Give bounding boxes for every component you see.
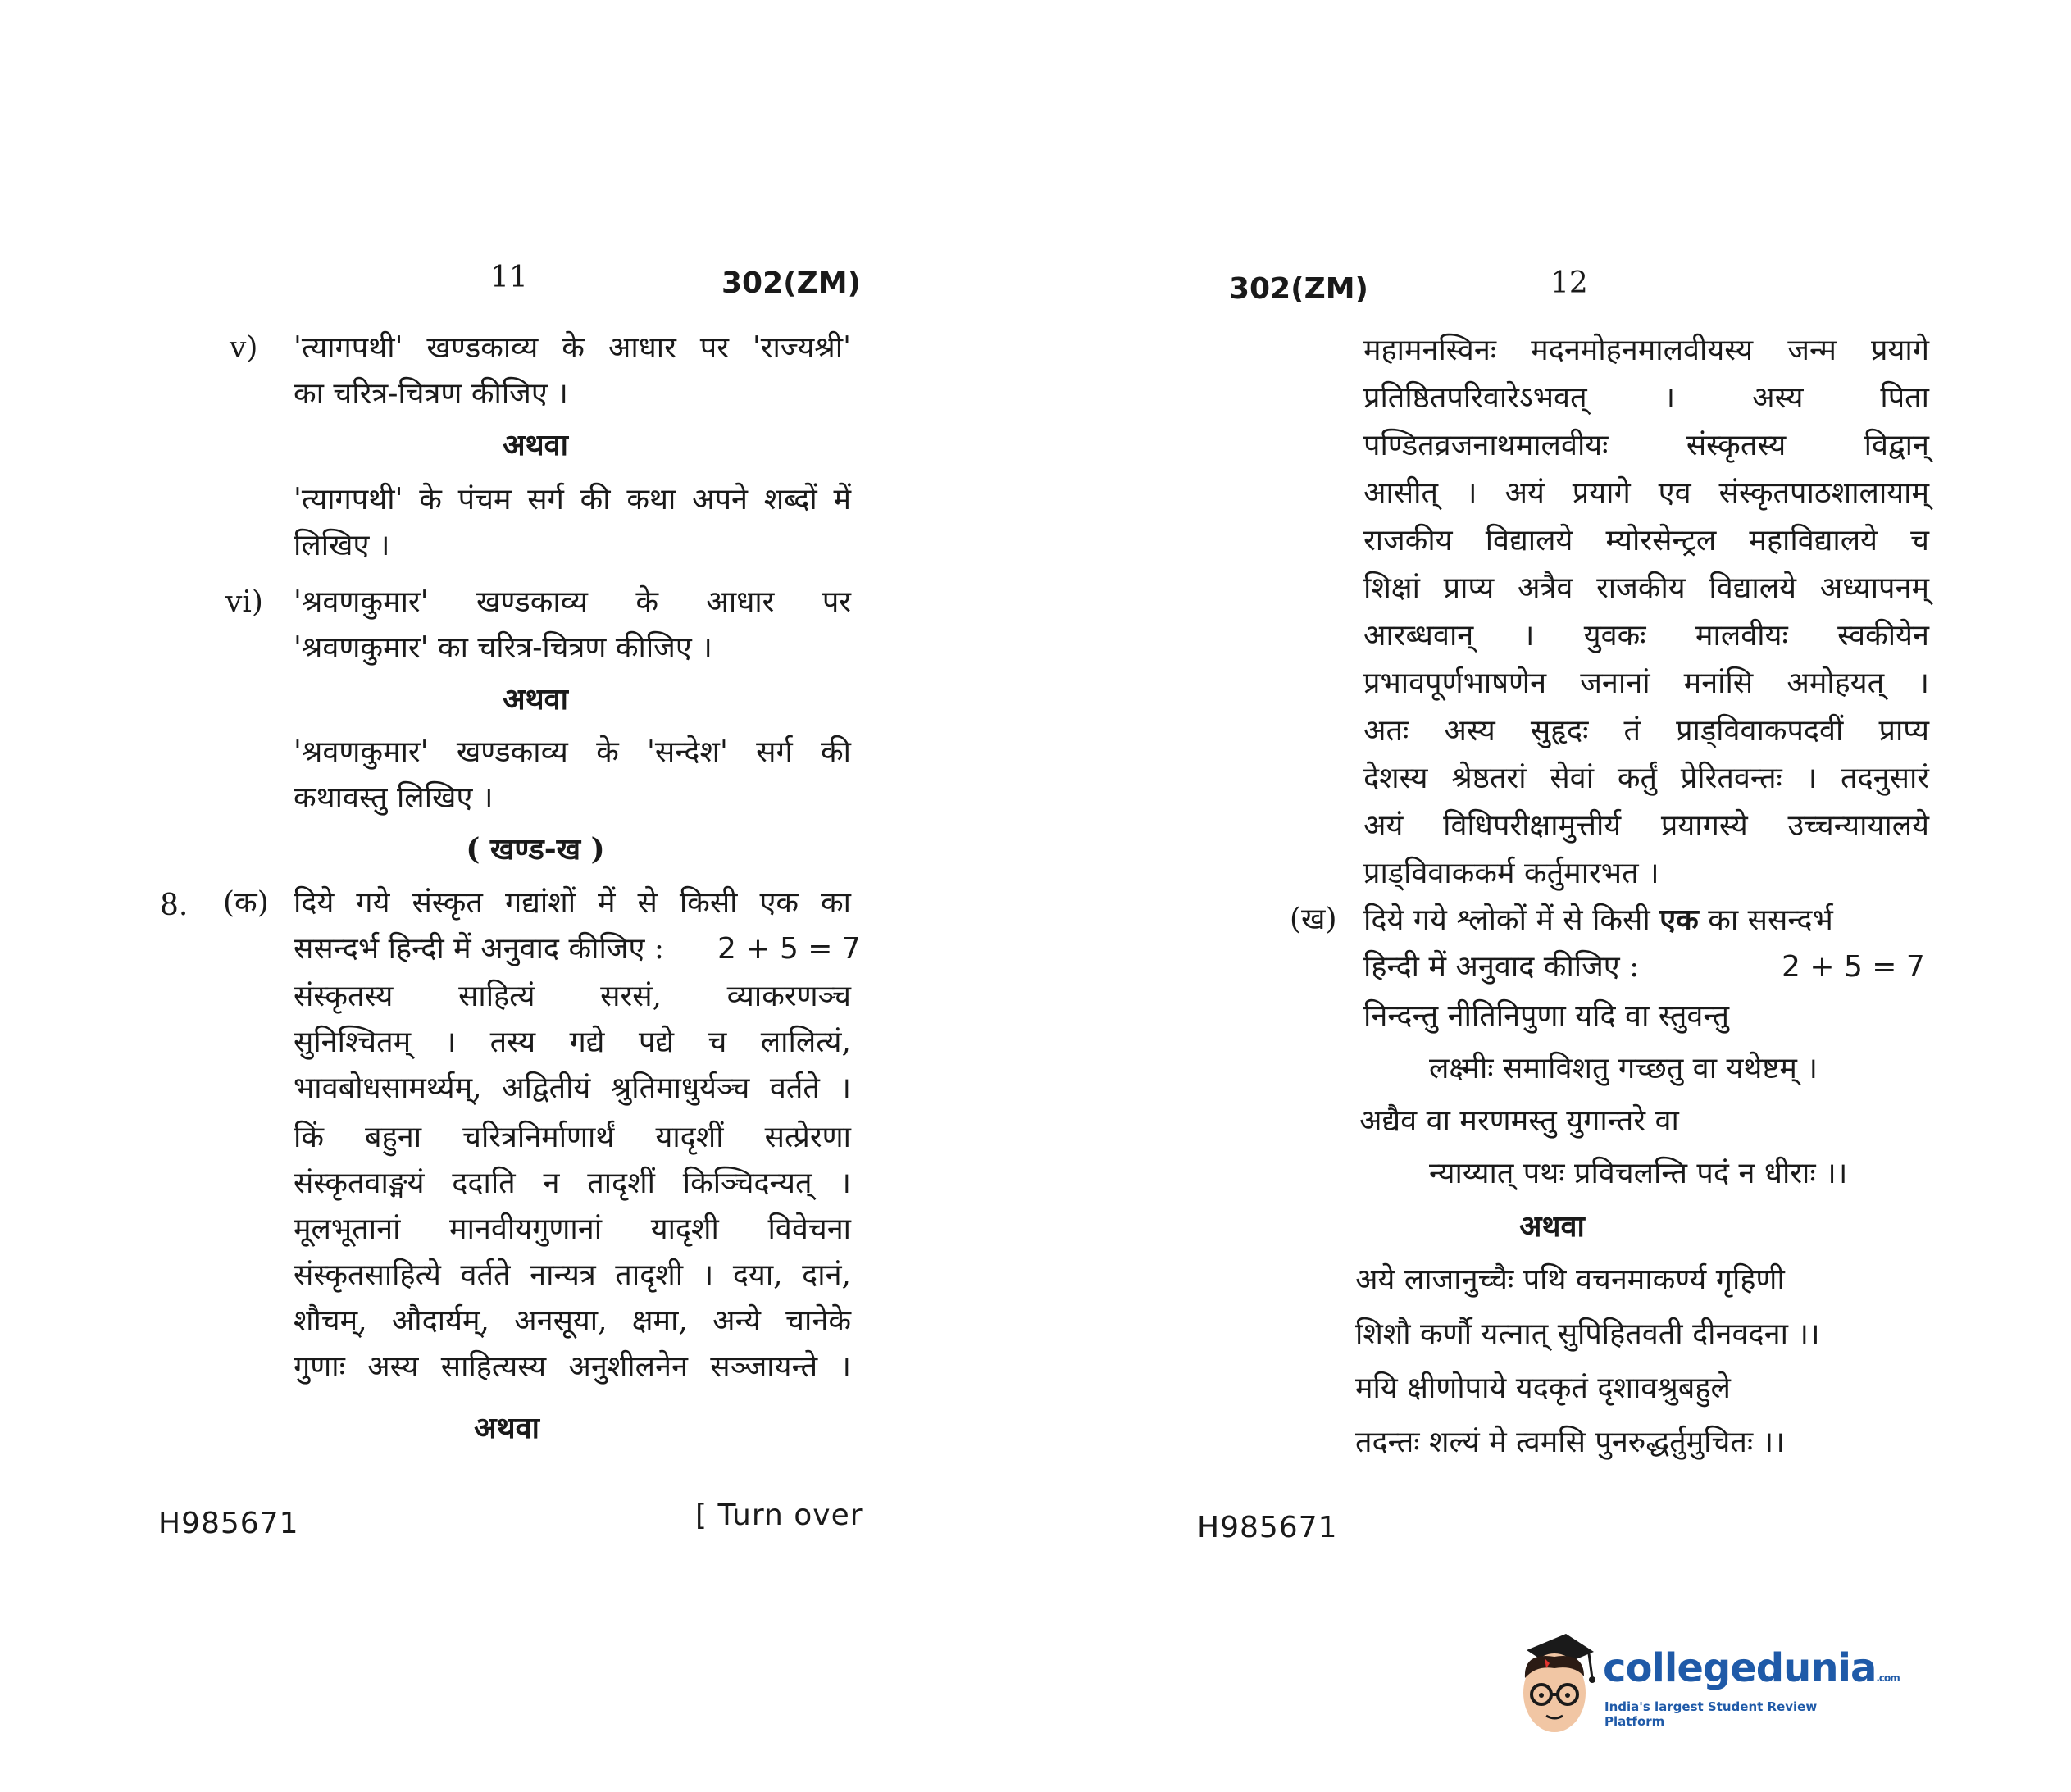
question-label: vi) [225, 585, 263, 619]
page-number: 11 [490, 261, 528, 294]
paper-code: 302(ZM) [721, 266, 861, 300]
passage-line: संस्कृतसाहित्ये वर्तते नान्यत्र तादृशी । दया, दानं, [294, 1258, 851, 1292]
passage-line: आसीत् । अयं प्रयागे एव संस्कृतपाठशालायाम् [1363, 476, 1929, 510]
passage-line: आरब्धवान् । युवकः मालवीयः स्वकीयेन [1363, 619, 1929, 653]
passage-line: गुणाः अस्य साहित्यस्य अनुशीलनेन सञ्जायन्ते । [294, 1350, 851, 1384]
student-mascot-icon [1509, 1627, 1599, 1742]
brand-suffix: .com [1876, 1672, 1900, 1684]
section-heading: ( खण्ड-ख ) [466, 832, 605, 866]
question-text: 'श्रवणकुमार' खण्डकाव्य के आधार पर [294, 585, 851, 619]
marks: 2 + 5 = 7 [717, 932, 861, 966]
passage-line: महामनस्विनः मदनमोहनमालवीयस्य जन्म प्रयागे [1363, 334, 1929, 367]
passage-line: मूलभूतानां मानवीयगुणानां यादृशी विवेचना [294, 1212, 851, 1246]
shloka-line: लक्ष्मीः समाविशतु गच्छतु वा यथेष्टम् । [1429, 1052, 1818, 1085]
brand-tagline: India's largest Student Review Platform [1604, 1699, 1818, 1729]
question-part-label: (क) [223, 886, 269, 920]
shloka-line: शिशौ कर्णौ यत्नात् सुपिहितवती दीनवदना ।। [1355, 1317, 1820, 1351]
or-heading: अथवा [503, 428, 568, 462]
passage-line: शौचम्, औदार्यम्, अनसूया, क्षमा, अन्ये चानेके [294, 1304, 851, 1338]
passage-line: प्राड्विवाककर्म कर्तुमारभत । [1363, 857, 1659, 890]
question-text: 'त्यागपथी' खण्डकाव्य के आधार पर 'राज्यश्री' [294, 331, 851, 365]
brand-name [1603, 1645, 1900, 1691]
or-heading: अथवा [503, 682, 568, 716]
question-part-label: (ख) [1290, 903, 1337, 936]
shloka-line: तदन्तः शल्यं मे त्वमसि पुनरुद्धर्तुमुचितः ।। [1355, 1426, 1785, 1459]
collegedunia-logo [1509, 1627, 1900, 1742]
question-label: v) [230, 331, 258, 365]
page-number: 12 [1550, 266, 1588, 300]
passage-line: सुनिश्चितम् । तस्य गद्ये पद्ये च लालित्यं, [294, 1026, 851, 1059]
passage-line: किं बहुना चरित्रनिर्माणार्थं यादृशीं सत्प्रेरणा [294, 1121, 851, 1154]
footer-code: H985671 [158, 1507, 299, 1540]
passage-line: अयं विधिपरीक्षामुत्तीर्य प्रयागस्ये उच्चन्यायालये [1363, 809, 1929, 843]
instruction-text: का ससन्दर्भ [1708, 903, 1833, 937]
shloka-line: मयि क्षीणोपाये यदकृतं दृशावश्रुबहुले [1355, 1371, 1731, 1405]
question-text: कथावस्तु लिखिए । [294, 781, 494, 815]
passage-line: राजकीय विद्यालये म्योरसेन्ट्रल महाविद्यालये च [1363, 524, 1929, 557]
question-number: 8. [160, 889, 189, 922]
question-text: 'त्यागपथी' के पंचम सर्ग की कथा अपने शब्दों में [294, 483, 851, 516]
instruction-emphasis: एक [1659, 903, 1699, 937]
shloka-line: अये लाजानुच्चैः पथि वचनमाकर्ण्य गृहिणी [1355, 1263, 1785, 1297]
question-text: 'श्रवणकुमार' का चरित्र-चित्रण कीजिए । [294, 631, 712, 665]
passage-line: संस्कृतस्य साहित्यं सरसं, व्याकरणञ्च [294, 980, 851, 1013]
passage-line: पण्डितव्रजनाथमालवीयः संस्कृतस्य विद्वान् [1363, 429, 1929, 462]
question-instruction: ससन्दर्भ हिन्दी में अनुवाद कीजिए : [294, 932, 664, 966]
passage-line: शिक्षां प्राप्य अत्रैव राजकीय विद्यालये अध्यापनम् [1363, 571, 1929, 605]
question-text: का चरित्र-चित्रण कीजिए । [294, 377, 568, 411]
turn-over-note: [ Turn over [695, 1499, 863, 1532]
passage-line: संस्कृतवाङ्मयं ददाति न तादृशीं किञ्चिदन्यत् । [294, 1167, 851, 1200]
shloka-line: न्याय्यात् पथः प्रविचलन्ति पदं न धीराः ।। [1429, 1157, 1848, 1190]
marks: 2 + 5 = 7 [1782, 950, 1925, 984]
passage-line: भावबोधसामर्थ्यम्, अद्वितीयं श्रुतिमाधुर्यञ्च वर्तते । [294, 1071, 851, 1105]
question-instruction [1363, 895, 1833, 945]
or-heading: अथवा [1519, 1209, 1585, 1244]
question-text: लिखिए । [294, 529, 390, 562]
question-text: 'श्रवणकुमार' खण्डकाव्य के 'सन्देश' सर्ग की [294, 735, 851, 769]
shloka-line: अद्यैव वा मरणमस्तु युगान्तरे वा [1359, 1104, 1679, 1138]
passage-line: अतः अस्य सुहृदः तं प्राड्विवाकपदवीं प्राप्य [1363, 714, 1929, 748]
right-page [1036, 0, 2071, 1792]
question-instruction: हिन्दी में अनुवाद कीजिए : [1363, 950, 1640, 984]
question-instruction: दिये गये संस्कृत गद्यांशों में से किसी एक का [294, 886, 851, 920]
instruction-text: दिये गये श्लोकों में से किसी [1363, 903, 1650, 937]
passage-line: प्रभावपूर्णभाषणेन जनानां मनांसि अमोहयत् । [1363, 666, 1929, 700]
paper-code: 302(ZM) [1229, 272, 1368, 306]
passage-line: प्रतिष्ठितपरिवारेऽभवत् । अस्य पिता [1363, 381, 1929, 415]
brand-text: collegedunia [1603, 1645, 1877, 1691]
or-heading: अथवा [474, 1411, 539, 1445]
footer-code: H985671 [1197, 1511, 1338, 1544]
passage-line: देशस्य श्रेष्ठतरां सेवां कर्तुं प्रेरितवन्तः । तदनुसारं [1363, 762, 1929, 795]
shloka-line: निन्दन्तु नीतिनिपुणा यदि वा स्तुवन्तु [1363, 999, 1729, 1033]
